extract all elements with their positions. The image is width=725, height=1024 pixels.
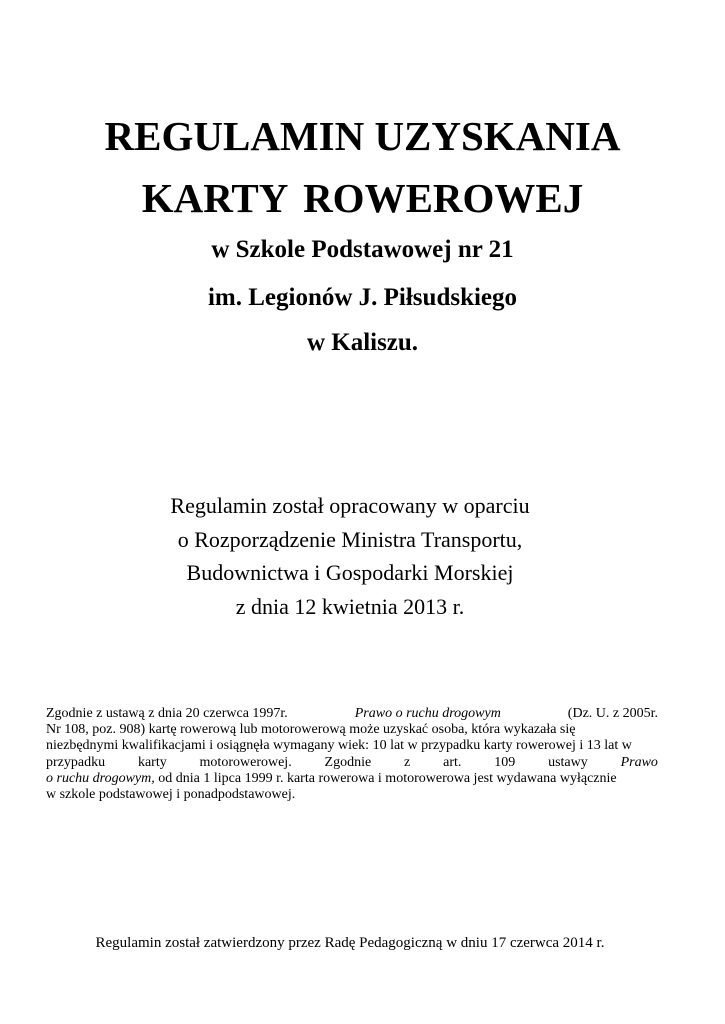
law-word: art. bbox=[443, 754, 462, 770]
law-text-part: (Dz. U. z 2005r. bbox=[567, 706, 658, 721]
law-word: z bbox=[404, 754, 411, 770]
law-text-part: od dnia 1 lipca 1999 r. karta rowerowa i motorowerowa jest wydawana wyłącznie bbox=[154, 770, 617, 786]
legal-basis-line-2: o Rozporządzenie Ministra Transportu, bbox=[177, 526, 523, 552]
law-paragraph-line-4 bbox=[46, 755, 658, 771]
law-word: motorowerowej. bbox=[199, 754, 292, 770]
document-title-line-1: REGULAMIN UZYSKANIA bbox=[104, 113, 621, 159]
law-paragraph bbox=[46, 706, 658, 803]
school-name-line-1: w Szkole Podstawowej nr 21 bbox=[211, 236, 514, 263]
legal-basis-line-3: Budownictwa i Gospodarki Morskiej bbox=[186, 560, 514, 585]
law-act-title-start: Prawo bbox=[620, 754, 658, 770]
legal-basis-block bbox=[0, 489, 700, 623]
approval-note: Regulamin został zatwierdzony przez Radę Pedagogiczną w dniu 17 czerwca 2014 r. bbox=[95, 935, 605, 951]
law-paragraph-line-6: w szkole podstawowej i ponadpodstawowej. bbox=[46, 787, 296, 803]
legal-basis-line-1: Regulamin został opracowany w oparciu bbox=[170, 493, 530, 518]
law-paragraph-line-3: niezbędnymi kwalifikacjami i osiągnęła wymagany wiek: 10 lat w przypadku karty rowerowej i 13 lat w bbox=[46, 738, 632, 754]
law-word: 109 bbox=[494, 754, 516, 770]
law-text-part: Zgodnie z ustawą z dnia 20 czerwca 1997r. bbox=[46, 706, 288, 721]
law-word: przypadku bbox=[46, 754, 106, 770]
law-paragraph-line-2: Nr 108, poz. 908) kartę rowerową lub motorowerową może uzyskać osoba, która wykazała się bbox=[46, 722, 576, 738]
law-paragraph-line-1 bbox=[46, 706, 658, 722]
law-act-title: Prawo o ruchu drogowym bbox=[354, 706, 501, 721]
school-name-line-2: im. Legionów J. Piłsudskiego bbox=[207, 284, 518, 311]
law-word: karty bbox=[137, 754, 167, 770]
law-act-title-end: o ruchu drogowym, bbox=[46, 770, 155, 786]
law-word: Zgodnie bbox=[324, 754, 372, 770]
school-city-line: w Kaliszu. bbox=[306, 329, 419, 356]
legal-basis-line-4: z dnia 12 kwietnia 2013 r. bbox=[235, 593, 465, 619]
law-word: ustawy bbox=[548, 754, 588, 770]
law-paragraph-line-5 bbox=[46, 771, 658, 787]
document-title-line-2: KARTY ROWEROWEJ bbox=[141, 175, 584, 221]
